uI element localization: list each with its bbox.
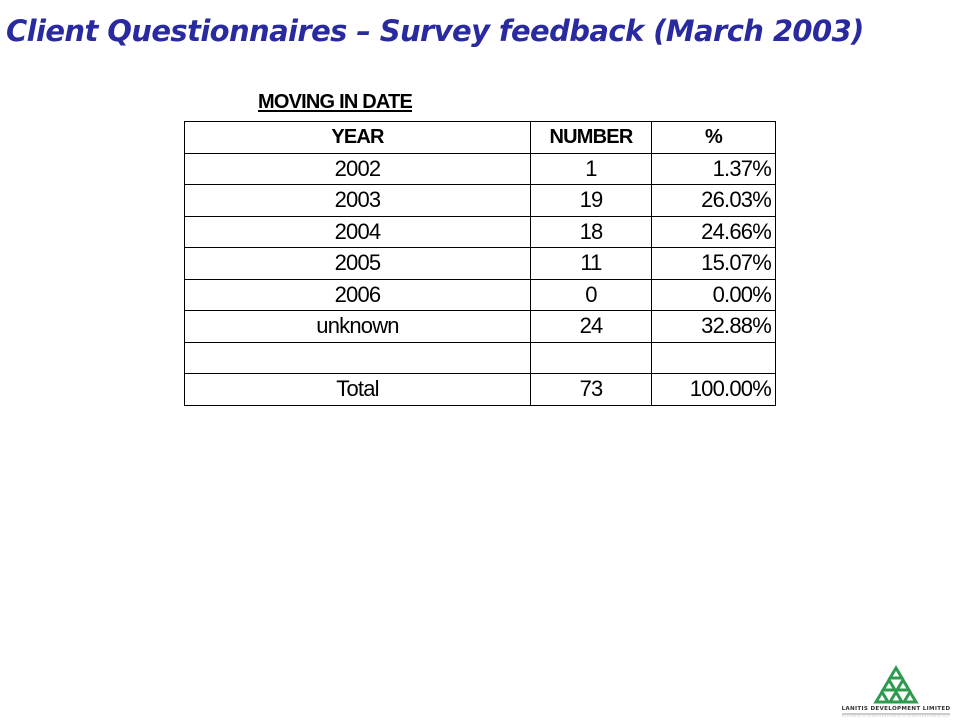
cell-percent: 0.00% (652, 279, 776, 311)
cell-year: 2006 (185, 279, 531, 311)
cell-percent: 24.66% (652, 216, 776, 248)
cell-number: 18 (531, 216, 652, 248)
table-row-empty (185, 342, 776, 374)
logo-text: LANITIS DEVELOPMENT LIMITED (841, 706, 951, 712)
cell-year: 2005 (185, 248, 531, 280)
cell-percent (652, 342, 776, 374)
cell-number: 24 (531, 311, 652, 343)
table-row (185, 248, 776, 280)
cell-total-number: 73 (531, 374, 652, 406)
cell-total-label: Total (185, 374, 531, 406)
table-caption: MOVING IN DATE (258, 91, 412, 113)
slide-title: Client Questionnaires – Survey feedback (March 2003) (6, 14, 864, 48)
moving-in-date-table (184, 121, 776, 406)
cell-year (185, 342, 531, 374)
cell-year: unknown (185, 311, 531, 343)
table-row (185, 153, 776, 185)
cell-percent: 15.07% (652, 248, 776, 280)
stacked-triangles-logo-icon (838, 662, 954, 718)
table-header-row (185, 122, 776, 154)
header-number: NUMBER (531, 122, 652, 154)
cell-year: 2003 (185, 185, 531, 217)
header-percent: % (652, 122, 776, 154)
table-row (185, 216, 776, 248)
cell-year: 2002 (185, 153, 531, 185)
cell-number: 11 (531, 248, 652, 280)
company-logo (838, 662, 954, 718)
cell-number: 1 (531, 153, 652, 185)
cell-number (531, 342, 652, 374)
cell-total-percent: 100.00% (652, 374, 776, 406)
table-row (185, 311, 776, 343)
cell-percent: 1.37% (652, 153, 776, 185)
cell-percent: 26.03% (652, 185, 776, 217)
table-row (185, 279, 776, 311)
cell-number: 0 (531, 279, 652, 311)
header-year: YEAR (185, 122, 531, 154)
cell-percent: 32.88% (652, 311, 776, 343)
table-row (185, 185, 776, 217)
table-row-total (185, 374, 776, 406)
cell-year: 2004 (185, 216, 531, 248)
cell-number: 19 (531, 185, 652, 217)
